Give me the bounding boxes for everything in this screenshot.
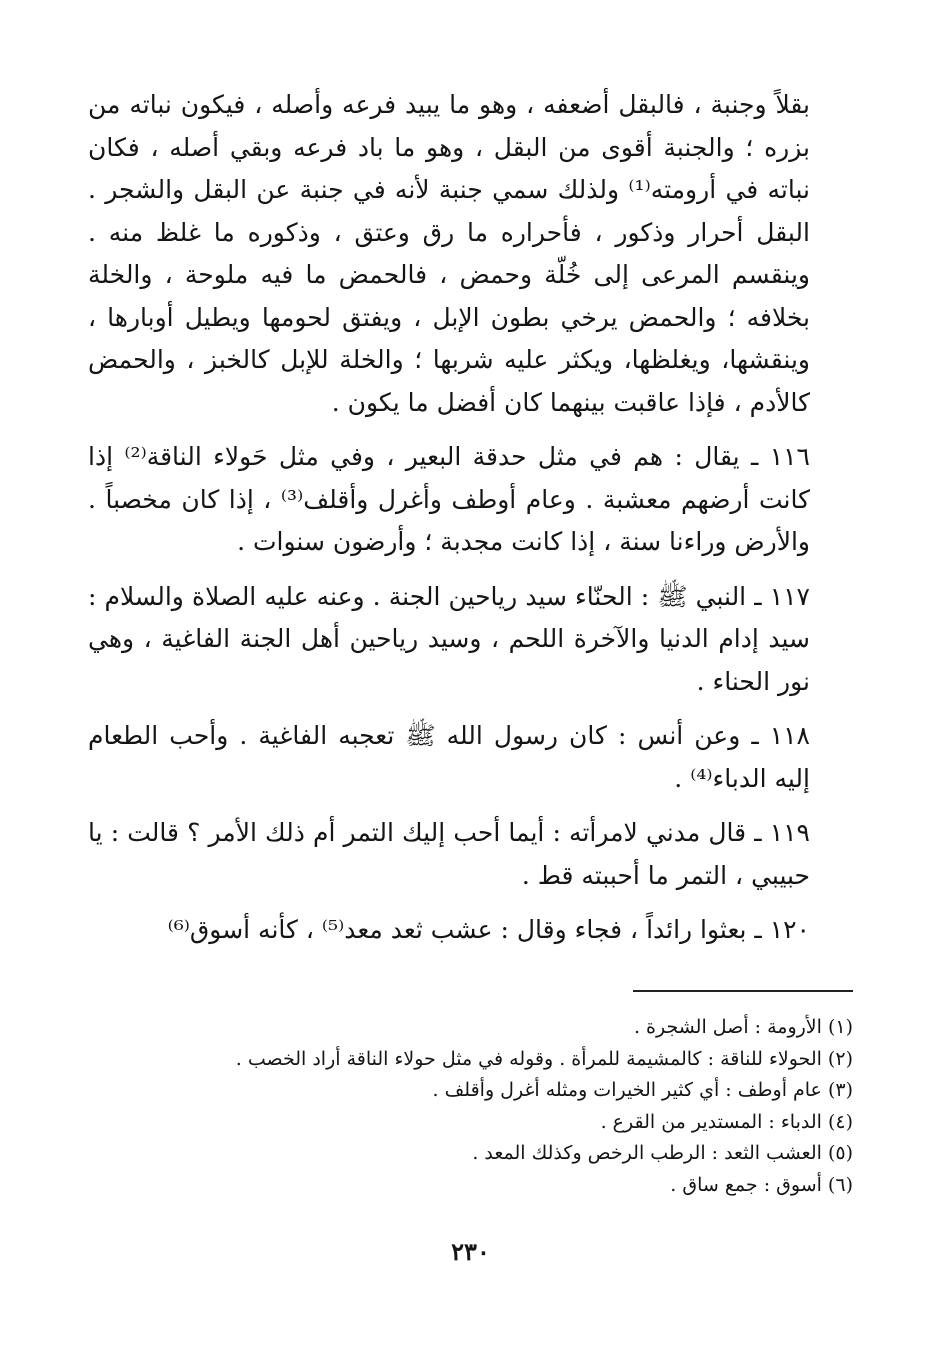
page-number: ٢٣٠ [451,1237,490,1266]
footnote-divider [633,990,853,992]
footnote-4: (٤) الدباء : المستدير من القرع . [600,1110,853,1133]
footnote-3: (٣) عام أوطف : أي كثير الخيرات ومثله أغرل وأقلف . [432,1079,853,1101]
footnote-1: (١) الأرومة : أصل الشجرة . [633,1016,853,1038]
footnote-6: (٦) أسوق : جمع ساق . [670,1173,853,1196]
footnote-2: (٢) الحولاء للناقة : كالمشيمة للمرأة . وقوله في مثل حولاء الناقة أراد الخصب . [235,1047,853,1070]
main-text [88,84,810,952]
paragraph-117: ١١٧ ـ النبي ﷺ : الحنّاء سيد رياحين الجنة . وعنه عليه الصلاة والسلام : سيد إدام الدنيا والآخرة اللحم ، وسيد رياحين أهل الجنة الفاغية ، وهي نور الحناء . [88,581,810,696]
paragraph-116: ١١٦ ـ يقال : هم في مثل حدقة البعير ، وفي مثل حَولاء الناقة⁽²⁾ إذا كانت أرضهم معشبة . وعام أوطف وأغرل وأقلف⁽³⁾ ، إذا كان مخصباً . والأرض وراءنا سنة ، إذا كانت مجدبة ؛ وأرضون سنوات . [88,442,811,556]
paragraph-118: ١١٨ ـ وعن أنس : كان رسول الله ﷺ تعجبه الفاغية . وأحب الطعام إليه الدباء⁽⁴⁾ . [88,721,810,793]
footnotes [131,1012,853,1201]
paragraph-continuation: بقلاً وجنبة ، فالبقل أضعفه ، وهو ما يبيد فرعه وأصله ، فيكون نباته من بزره ؛ والجنبة أقوى من البقل ، وهو ما باد فرعه وبقي أصله ، فكان نباته في أرومته⁽¹⁾ ولذلك سمي جنبة لأنه في جنبة عن البقل والشجر . البقل أحرار وذكور ، فأحراره ما رق وعتق ، وذكوره ما غلظ منه . وينقسم المرعى إلى خُلّة وحمض ، فالحمض ما فيه ملوحة ، والخلة بخلافه ؛ والحمض يرخي بطون الإبل ، ويفتق لحومها ويطيل أوبارها ، وينقشها، ويغلظها، ويكثر عليه شربها ؛ والخلة للإبل كالخبز ، والحمض كالأدم ، فإذا عاقبت بينهما كان أفضل ما يكون . [88,90,811,417]
paragraph-120: ١٢٠ ـ بعثوا رائداً ، فجاء وقال : عشب ثعد معد⁽⁵⁾ ، كأنه أسوق⁽⁶⁾ [167,915,810,944]
footnote-5: (٥) العشب الثعد : الرطب الرخص وكذلك المعد . [472,1142,853,1164]
paragraph-119: ١١٩ ـ قال مدني لامرأته : أيما أحب إليك التمر أم ذلك الأمر ؟ قالت : يا حبيبي ، التمر ما أحببته قط . [88,818,810,890]
